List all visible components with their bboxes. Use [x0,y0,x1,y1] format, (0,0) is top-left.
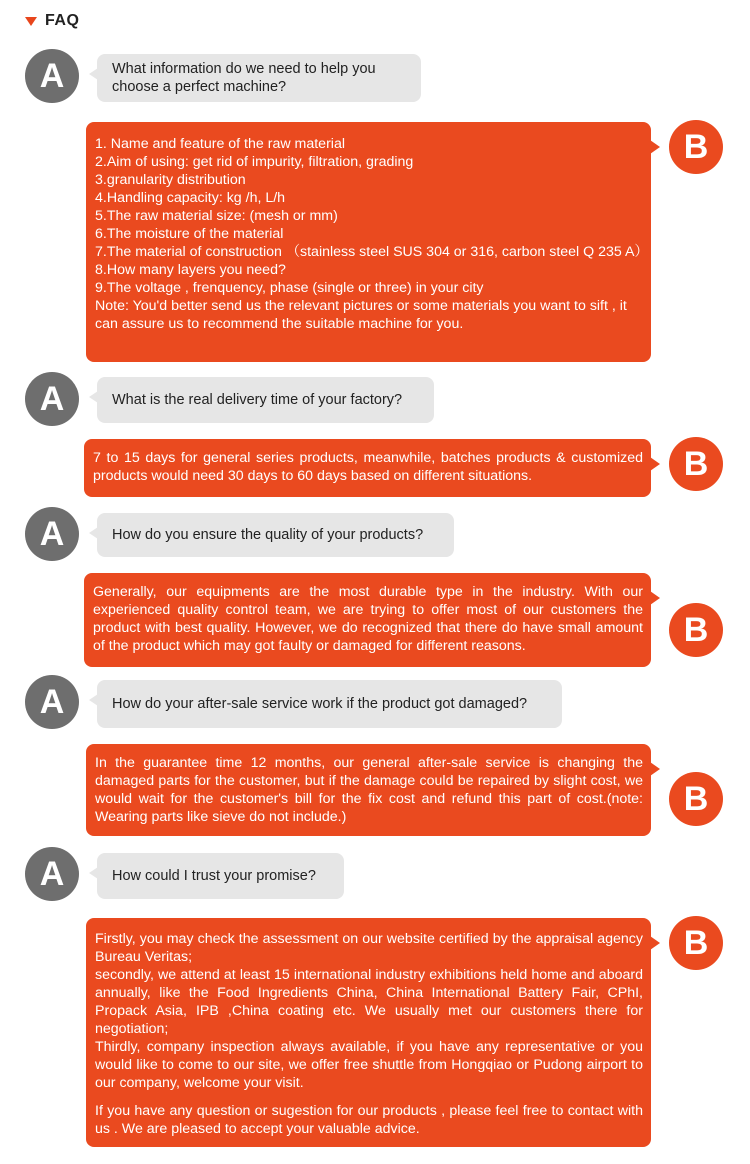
answer-line: 5.The raw material size: (mesh or mm) [95,208,338,224]
faq-header [25,12,79,30]
question-text: How do you ensure the quality of your products? [112,527,424,543]
question-bubble [97,377,434,423]
avatar-a: A [25,847,79,901]
answer-bubble [84,439,651,497]
avatar-b: B [669,916,723,970]
answer-line: 6.The moisture of the material [95,226,284,242]
answer-line: 7.The material of construction （stainless steel SUS 304 or 316, carbon steel Q 235 A） [95,244,649,260]
answer-bubble [86,122,651,362]
avatar-b: B [669,437,723,491]
answer-bubble [86,744,651,836]
question-text: What information do we need to help you choose a perfect machine? [112,61,376,95]
question-bubble [97,54,421,102]
answer-line: 2.Aim of using: get rid of impurity, filtration, grading [95,154,414,170]
answer-line: 9.The voltage , frenquency, phase (single or three) in your city [95,280,484,296]
answer-paragraph: Thirdly, company inspection always available, if you have any representative or you would like to come to our site, we offer free shuttle from Hongqiao or Pudong airport to our company, welcome your visit. [95,1039,643,1091]
question-bubble [97,853,344,899]
avatar-b: B [669,603,723,657]
answer-line: Note: You'd better send us the relevant pictures or some materials you want to sift , it can assure us to recommend the suitable machine for you. [95,298,627,332]
question-bubble [97,680,562,728]
answer-line: 1. Name and feature of the raw material [95,136,345,152]
answer-text: 7 to 15 days for general series products, meanwhile, batches products & customized products would need 30 days to 60 days based on different situations. [93,450,643,484]
answer-text: In the guarantee time 12 months, our general after-sale service is changing the damaged parts for the customer, but if the damage could be repaired by slight cost, we would wait for the customer's bill for the fix cost and refund this part of cost.(note: Wearing parts like sieve do not include.) [95,755,643,825]
avatar-b: B [669,120,723,174]
answer-line: 8.How many layers you need? [95,262,286,278]
answer-line: 3.granularity distribution [95,172,246,188]
question-text: How could I trust your promise? [112,868,316,884]
avatar-b: B [669,772,723,826]
answer-paragraph: secondly, we attend at least 15 international industry exhibitions held home and aboard annually, like the Food Ingredients China, China International Battery Fair, CPhI, Propack Asia, IPB ,China coating etc. We usually met our customers there for negotiation; [95,967,643,1037]
faq-title: FAQ [45,12,80,29]
avatar-a: A [25,372,79,426]
avatar-a: A [25,675,79,729]
question-text: What is the real delivery time of your factory? [112,392,403,408]
avatar-a: A [25,49,79,103]
triangle-down-icon [25,17,37,26]
question-text: How do your after-sale service work if the product got damaged? [112,696,528,712]
answer-bubble [86,918,651,1147]
answer-paragraph: Firstly, you may check the assessment on our website certified by the appraisal agency Bureau Veritas; [95,931,643,965]
answer-line: 4.Handling capacity: kg /h, L/h [95,190,286,206]
avatar-a: A [25,507,79,561]
closing-text: If you have any question or sugestion for our products , please feel free to contact with us . We are pleased to accept your valuable advice. [95,1103,643,1137]
answer-text: Generally, our equipments are the most durable type in the industry. With our experienced quality control team, we are trying to offer most of our customers the product with best quality. However, we do recognized that there do have small amount of the product which may got faulty or damaged for different reasons. [93,584,643,654]
question-bubble [97,513,454,557]
answer-bubble [84,573,651,667]
